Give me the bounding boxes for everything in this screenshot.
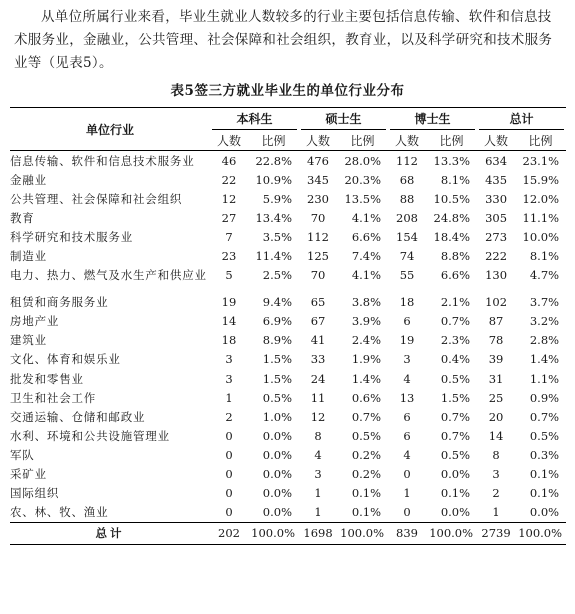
cell-total-count: 130 [485,268,508,283]
cell-doctor-ratio: 2.3% [440,333,471,348]
cell-total-ratio: 10.0% [522,229,560,244]
cell-industry: 军队 [10,447,35,462]
total-master-ratio: 100.0% [337,522,388,544]
cell-undergrad-ratio: 22.8% [255,153,293,168]
cell-undergrad-count: 27 [221,210,237,225]
cell-total-count: 25 [488,390,504,405]
header-ratio: 比例 [248,130,299,151]
cell-total-count: 2 [492,486,500,501]
cell-industry: 公共管理、社会保障和社会组织 [10,191,183,206]
table-row [10,266,566,293]
table-row [10,293,566,312]
cell-total-count: 87 [488,314,504,329]
cell-undergrad-ratio: 10.9% [255,172,293,187]
cell-master-ratio: 20.3% [344,172,382,187]
cell-doctor-count: 0 [403,467,411,482]
cell-master-count: 112 [307,229,329,244]
table-row [10,465,566,484]
cell-doctor-ratio: 24.8% [433,210,471,225]
cell-doctor-ratio: 0.5% [440,371,471,386]
cell-undergrad-ratio: 1.5% [262,371,293,386]
cell-total-count: 78 [488,333,504,348]
cell-doctor-count: 154 [396,229,418,244]
table-row [10,445,566,464]
total-master-count: 1698 [299,522,337,544]
cell-doctor-ratio: 0.1% [440,486,471,501]
cell-doctor-count: 1 [403,486,411,501]
cell-doctor-count: 55 [399,268,415,283]
table-row [10,246,566,265]
cell-total-count: 435 [485,172,508,187]
cell-master-count: 33 [310,352,326,367]
cell-undergrad-count: 0 [225,428,233,443]
cell-industry: 科学研究和技术服务业 [10,229,133,244]
cell-industry: 租赁和商务服务业 [10,295,109,310]
header-ratio: 比例 [426,130,477,151]
cell-undergrad-count: 14 [221,314,237,329]
cell-total-ratio: 1.1% [529,371,560,386]
cell-undergrad-count: 22 [221,172,237,187]
cell-total-ratio: 15.9% [522,172,560,187]
header-group-label: 总计 [479,110,564,130]
cell-master-ratio: 3.9% [351,314,382,329]
cell-industry: 文化、体育和娱乐业 [10,352,121,367]
table-row [10,388,566,407]
cell-undergrad-count: 0 [225,505,233,520]
table-row [10,350,566,369]
total-row [10,522,566,544]
cell-industry: 采矿业 [10,467,47,482]
cell-master-count: 345 [307,172,329,187]
cell-total-ratio: 1.4% [529,352,560,367]
table-row [10,369,566,388]
cell-total-ratio: 0.0% [529,505,560,520]
cell-doctor-ratio: 10.5% [433,191,471,206]
cell-undergrad-count: 23 [221,249,237,264]
cell-doctor-count: 3 [403,352,411,367]
cell-doctor-ratio: 0.0% [440,467,471,482]
cell-total-count: 39 [488,352,504,367]
cell-doctor-count: 0 [403,505,411,520]
cell-master-ratio: 7.4% [351,249,382,264]
cell-master-count: 1 [314,486,322,501]
cell-undergrad-ratio: 3.5% [262,229,293,244]
cell-total-count: 330 [485,191,508,206]
cell-undergrad-ratio: 8.9% [262,333,293,348]
cell-total-ratio: 0.9% [529,390,560,405]
cell-master-ratio: 1.4% [351,371,382,386]
cell-undergrad-count: 12 [221,191,237,206]
cell-undergrad-ratio: 0.0% [262,428,293,443]
table-row [10,208,566,227]
cell-master-ratio: 6.6% [351,229,382,244]
cell-industry: 金融业 [10,172,47,187]
cell-industry: 水利、环境和公共设施管理业 [10,428,170,443]
cell-doctor-ratio: 6.6% [440,268,471,283]
total-doctor-count: 839 [388,522,426,544]
cell-industry: 教育 [10,210,35,225]
cell-total-ratio: 3.2% [529,314,560,329]
header-count: 人数 [210,130,248,151]
header-group-undergrad [210,108,299,131]
cell-undergrad-ratio: 0.0% [262,467,293,482]
cell-total-ratio: 2.8% [529,333,560,348]
cell-master-ratio: 4.1% [351,268,382,283]
cell-undergrad-ratio: 0.0% [262,486,293,501]
cell-master-ratio: 28.0% [344,153,382,168]
header-ratio: 比例 [515,130,566,151]
cell-master-ratio: 0.2% [351,467,382,482]
cell-doctor-ratio: 18.4% [433,229,471,244]
cell-total-count: 14 [488,428,504,443]
cell-industry: 电力、热力、燃气及水生产和供应业 [10,268,207,283]
industry-distribution-table [10,107,566,545]
cell-undergrad-ratio: 13.4% [255,210,293,225]
cell-undergrad-ratio: 9.4% [262,295,293,310]
cell-doctor-count: 112 [396,153,418,168]
cell-master-count: 8 [314,428,322,443]
cell-master-count: 4 [314,447,322,462]
cell-doctor-count: 19 [399,333,415,348]
header-count: 人数 [388,130,426,151]
header-group-label: 硕士生 [301,110,386,130]
cell-undergrad-count: 7 [225,229,233,244]
cell-total-ratio: 0.3% [529,447,560,462]
header-count: 人数 [299,130,337,151]
cell-master-count: 70 [310,268,326,283]
cell-doctor-ratio: 0.4% [440,352,471,367]
cell-master-ratio: 0.2% [351,447,382,462]
cell-undergrad-count: 0 [225,447,233,462]
cell-master-count: 12 [310,409,326,424]
cell-doctor-ratio: 8.1% [440,172,471,187]
cell-master-count: 24 [310,371,326,386]
cell-doctor-ratio: 0.7% [440,409,471,424]
table-row [10,484,566,503]
cell-total-ratio: 12.0% [522,191,560,206]
cell-master-count: 230 [307,191,329,206]
cell-doctor-ratio: 2.1% [440,295,471,310]
cell-total-count: 31 [488,371,504,386]
cell-total-ratio: 3.7% [529,295,560,310]
cell-undergrad-ratio: 1.5% [262,352,293,367]
cell-doctor-count: 6 [403,314,411,329]
cell-undergrad-count: 0 [225,486,233,501]
cell-total-ratio: 0.7% [529,409,560,424]
table-row [10,503,566,523]
header-group-master [299,108,388,131]
cell-industry: 批发和零售业 [10,371,84,386]
cell-master-ratio: 4.1% [351,210,382,225]
cell-master-count: 1 [314,505,322,520]
cell-doctor-ratio: 0.7% [440,314,471,329]
cell-master-count: 11 [310,390,326,405]
cell-undergrad-count: 0 [225,467,233,482]
cell-industry: 房地产业 [10,314,60,329]
table-row [10,170,566,189]
cell-undergrad-ratio: 1.0% [262,409,293,424]
total-undergrad-count: 202 [210,522,248,544]
cell-total-count: 1 [492,505,500,520]
header-group-total [477,108,566,131]
total-doctor-ratio: 100.0% [426,522,477,544]
cell-doctor-count: 208 [396,210,418,225]
table-row [10,312,566,331]
cell-total-ratio: 0.5% [529,428,560,443]
total-label: 总计 [10,522,210,544]
cell-doctor-count: 68 [399,172,415,187]
intro-paragraph: 从单位所属行业来看，毕业生就业人数较多的行业主要包括信息传输、软件和信息技术服务业，金融业，公共管理、社会保障和社会组织，教育业，以及科学研究和技术服务业等（见表5）。 [14,9,553,71]
cell-total-count: 305 [485,210,508,225]
cell-total-ratio: 23.1% [522,153,560,168]
total-all-count: 2739 [477,522,515,544]
table-row [10,151,566,171]
cell-master-ratio: 0.5% [351,428,382,443]
cell-doctor-count: 4 [403,371,411,386]
cell-undergrad-ratio: 11.4% [255,249,293,264]
cell-industry: 建筑业 [10,333,47,348]
cell-master-count: 70 [310,210,326,225]
cell-undergrad-ratio: 2.5% [262,268,293,283]
cell-total-count: 634 [485,153,508,168]
cell-industry: 交通运输、仓储和邮政业 [10,409,146,424]
cell-master-count: 3 [314,467,322,482]
cell-master-count: 67 [310,314,326,329]
cell-master-ratio: 2.4% [351,333,382,348]
cell-doctor-count: 13 [399,390,415,405]
total-all-ratio: 100.0% [515,522,566,544]
cell-total-ratio: 0.1% [529,467,560,482]
cell-master-ratio: 0.7% [351,409,382,424]
cell-undergrad-count: 46 [221,153,237,168]
cell-doctor-count: 18 [399,295,415,310]
cell-undergrad-count: 1 [225,390,233,405]
cell-undergrad-count: 3 [225,371,233,386]
header-group-label: 博士生 [390,110,475,130]
table-row [10,331,566,350]
cell-total-count: 3 [492,467,500,482]
cell-total-count: 273 [485,229,508,244]
cell-doctor-count: 6 [403,428,411,443]
cell-doctor-ratio: 8.8% [440,249,471,264]
cell-master-ratio: 0.1% [351,505,382,520]
header-group-label: 本科生 [212,110,297,130]
cell-total-count: 222 [485,249,508,264]
cell-undergrad-count: 2 [225,409,233,424]
cell-industry: 制造业 [10,249,47,264]
table-row [10,426,566,445]
cell-doctor-ratio: 13.3% [433,153,471,168]
cell-doctor-ratio: 0.7% [440,428,471,443]
cell-undergrad-count: 19 [221,295,237,310]
cell-total-count: 8 [492,447,500,462]
cell-doctor-ratio: 0.5% [440,447,471,462]
cell-industry: 信息传输、软件和信息技术服务业 [10,153,195,168]
cell-master-count: 65 [310,295,326,310]
cell-total-count: 102 [485,295,508,310]
table-row [10,189,566,208]
cell-total-ratio: 11.1% [522,210,560,225]
cell-undergrad-ratio: 6.9% [262,314,293,329]
cell-undergrad-count: 3 [225,352,233,367]
cell-master-ratio: 13.5% [344,191,382,206]
cell-doctor-count: 4 [403,447,411,462]
cell-master-count: 125 [307,249,329,264]
cell-undergrad-ratio: 0.5% [262,390,293,405]
header-count: 人数 [477,130,515,151]
cell-master-count: 41 [310,333,326,348]
cell-master-ratio: 3.8% [351,295,382,310]
table-row [10,227,566,246]
cell-doctor-ratio: 0.0% [440,505,471,520]
table-caption: 表5签三方就业毕业生的单位行业分布 [170,83,405,99]
cell-undergrad-count: 5 [225,268,233,283]
cell-industry: 国际组织 [10,486,60,501]
cell-doctor-count: 88 [399,191,415,206]
cell-master-ratio: 1.9% [351,352,382,367]
total-undergrad-ratio: 100.0% [248,522,299,544]
cell-total-count: 20 [488,409,504,424]
cell-master-ratio: 0.1% [351,486,382,501]
cell-total-ratio: 8.1% [529,249,560,264]
cell-master-count: 476 [307,153,329,168]
cell-undergrad-ratio: 0.0% [262,447,293,462]
cell-master-ratio: 0.6% [351,390,382,405]
header-group-doctor [388,108,477,131]
cell-undergrad-ratio: 0.0% [262,505,293,520]
cell-total-ratio: 4.7% [529,268,560,283]
cell-industry: 农、林、牧、渔业 [10,505,109,520]
cell-industry: 卫生和社会工作 [10,390,97,405]
cell-undergrad-count: 18 [221,333,237,348]
cell-doctor-count: 74 [399,249,415,264]
cell-doctor-count: 6 [403,409,411,424]
cell-total-ratio: 0.1% [529,486,560,501]
cell-undergrad-ratio: 5.9% [262,191,293,206]
cell-doctor-ratio: 1.5% [440,390,471,405]
table-body [10,151,566,523]
header-ratio: 比例 [337,130,388,151]
table-row [10,407,566,426]
header-industry: 单位行业 [10,108,210,151]
